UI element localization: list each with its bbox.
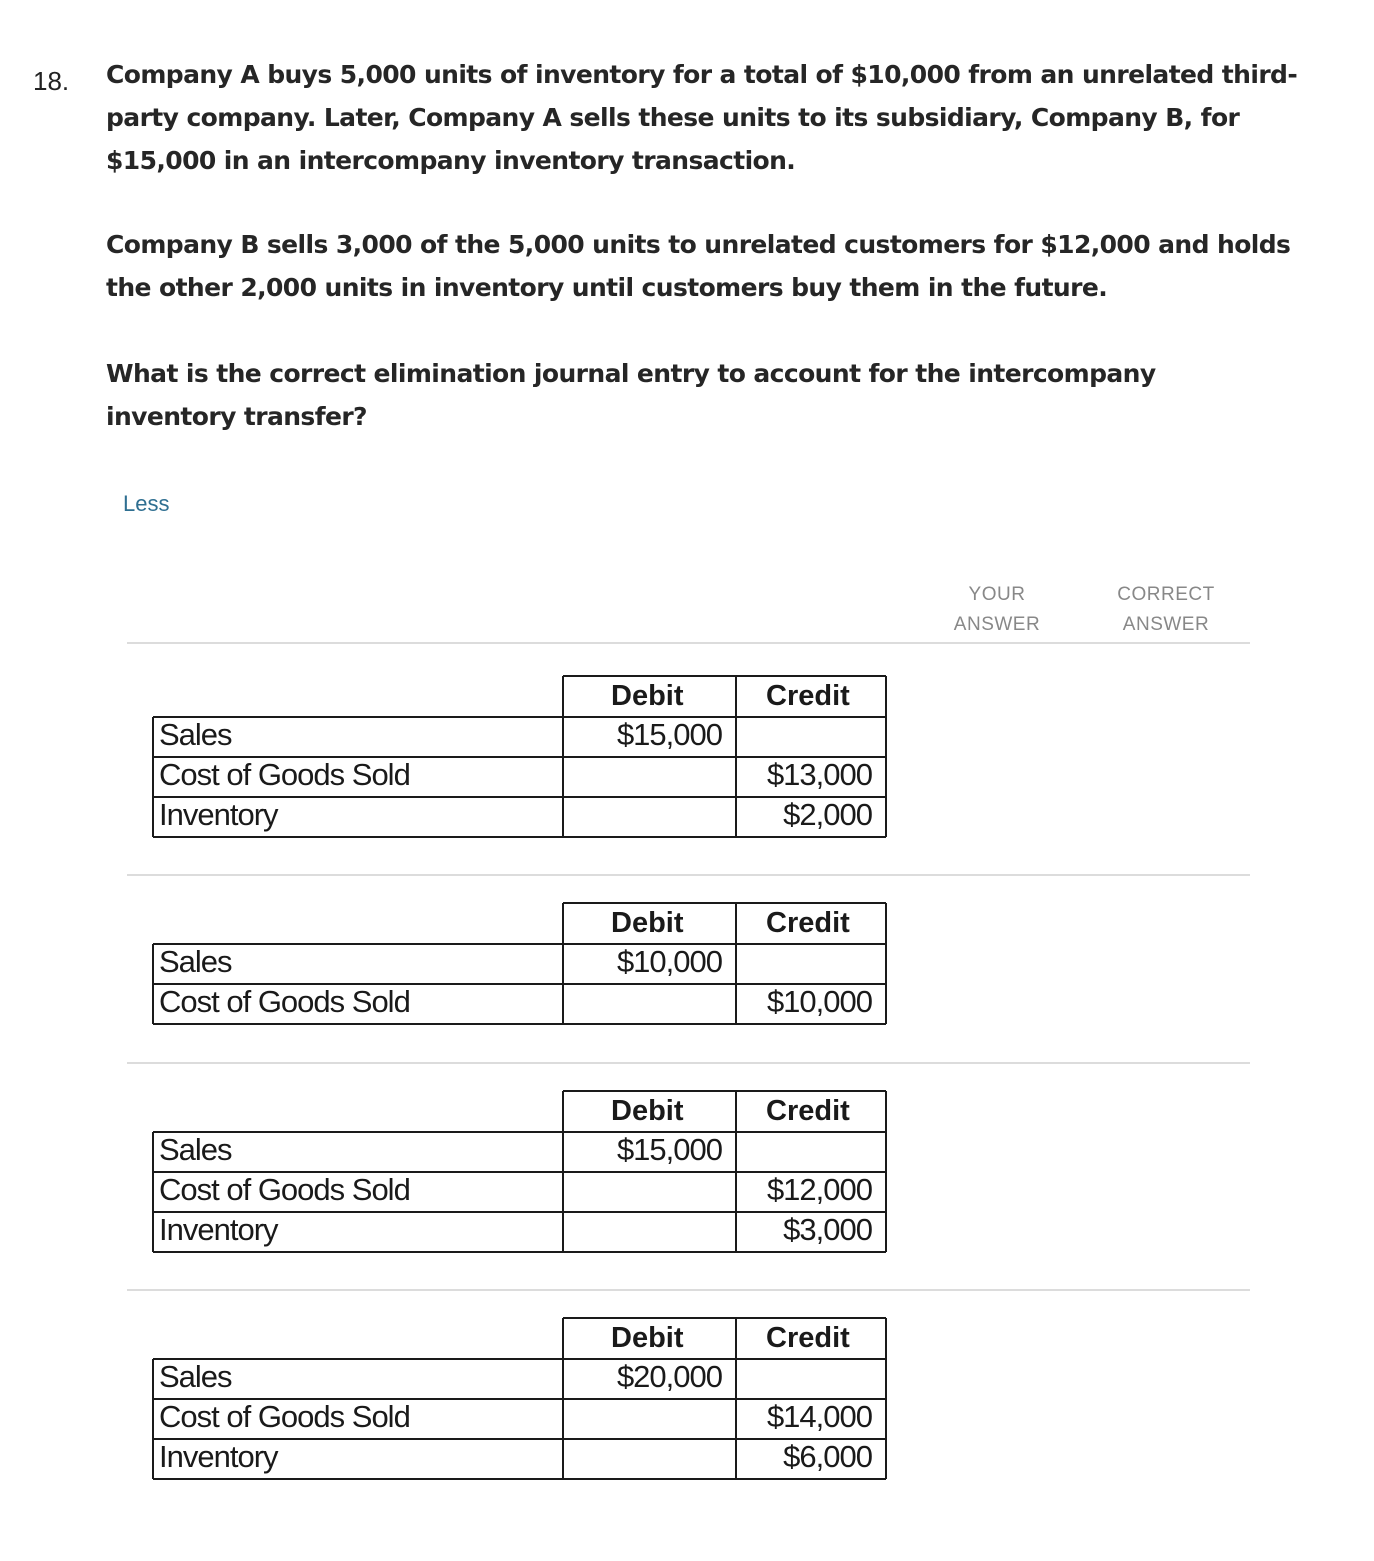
account-name: Inventory [159, 1212, 278, 1247]
question-line: the other 2,000 units in inventory until customers buy them in the future. [106, 273, 1108, 302]
debit-amount: $15,000 [616, 1132, 722, 1167]
account-name: Inventory [159, 1439, 278, 1474]
credit-column-header: Credit [766, 1095, 850, 1127]
credit-amount: $3,000 [783, 1212, 872, 1247]
credit-column-header: Credit [766, 1322, 850, 1354]
account-name: Sales [159, 1132, 232, 1167]
credit-column-header: Credit [766, 907, 850, 939]
debit-amount: $10,000 [616, 944, 722, 979]
account-name: Cost of Goods Sold [159, 984, 410, 1019]
account-name: Sales [159, 717, 232, 752]
account-name: Cost of Goods Sold [159, 757, 410, 792]
divider [127, 874, 1250, 876]
debit-column-header: Debit [611, 1095, 684, 1127]
correct-answer-column-header: CORRECT ANSWER [1117, 584, 1215, 635]
account-name: Inventory [159, 797, 278, 832]
divider [127, 1289, 1250, 1291]
question-line: Company B sells 3,000 of the 5,000 units to unrelated customers for $12,000 and holds [106, 230, 1291, 259]
question-number: 18. [33, 66, 70, 96]
debit-amount: $20,000 [616, 1359, 722, 1394]
divider [127, 642, 1250, 644]
debit-column-header: Debit [611, 680, 684, 712]
debit-amount: $15,000 [616, 717, 722, 752]
credit-amount: $12,000 [766, 1172, 872, 1207]
credit-column-header: Credit [766, 680, 850, 712]
question-line: party company. Later, Company A sells these units to its subsidiary, Company B, for [106, 103, 1240, 132]
credit-amount: $10,000 [766, 984, 872, 1019]
account-name: Sales [159, 944, 232, 979]
question-prompt [106, 352, 1306, 438]
credit-amount: $6,000 [783, 1439, 872, 1474]
question-paragraph-1 [106, 53, 1306, 182]
credit-amount: $14,000 [766, 1399, 872, 1434]
account-name: Cost of Goods Sold [159, 1172, 410, 1207]
question-paragraph-2 [106, 223, 1306, 309]
debit-column-header: Debit [611, 907, 684, 939]
your-answer-column-header: YOUR ANSWER [953, 584, 1041, 635]
account-name: Cost of Goods Sold [159, 1399, 410, 1434]
divider [127, 1062, 1250, 1064]
less-toggle-link[interactable]: Less [123, 491, 170, 516]
credit-amount: $2,000 [783, 797, 872, 832]
question-line: $15,000 in an intercompany inventory transaction. [106, 146, 796, 175]
question-line: What is the correct elimination journal entry to account for the intercompany [106, 359, 1156, 388]
credit-amount: $13,000 [766, 757, 872, 792]
account-name: Sales [159, 1359, 232, 1394]
question-line: inventory transfer? [106, 402, 367, 431]
question-line: Company A buys 5,000 units of inventory for a total of $10,000 from an unrelated third- [106, 60, 1298, 89]
debit-column-header: Debit [611, 1322, 684, 1354]
